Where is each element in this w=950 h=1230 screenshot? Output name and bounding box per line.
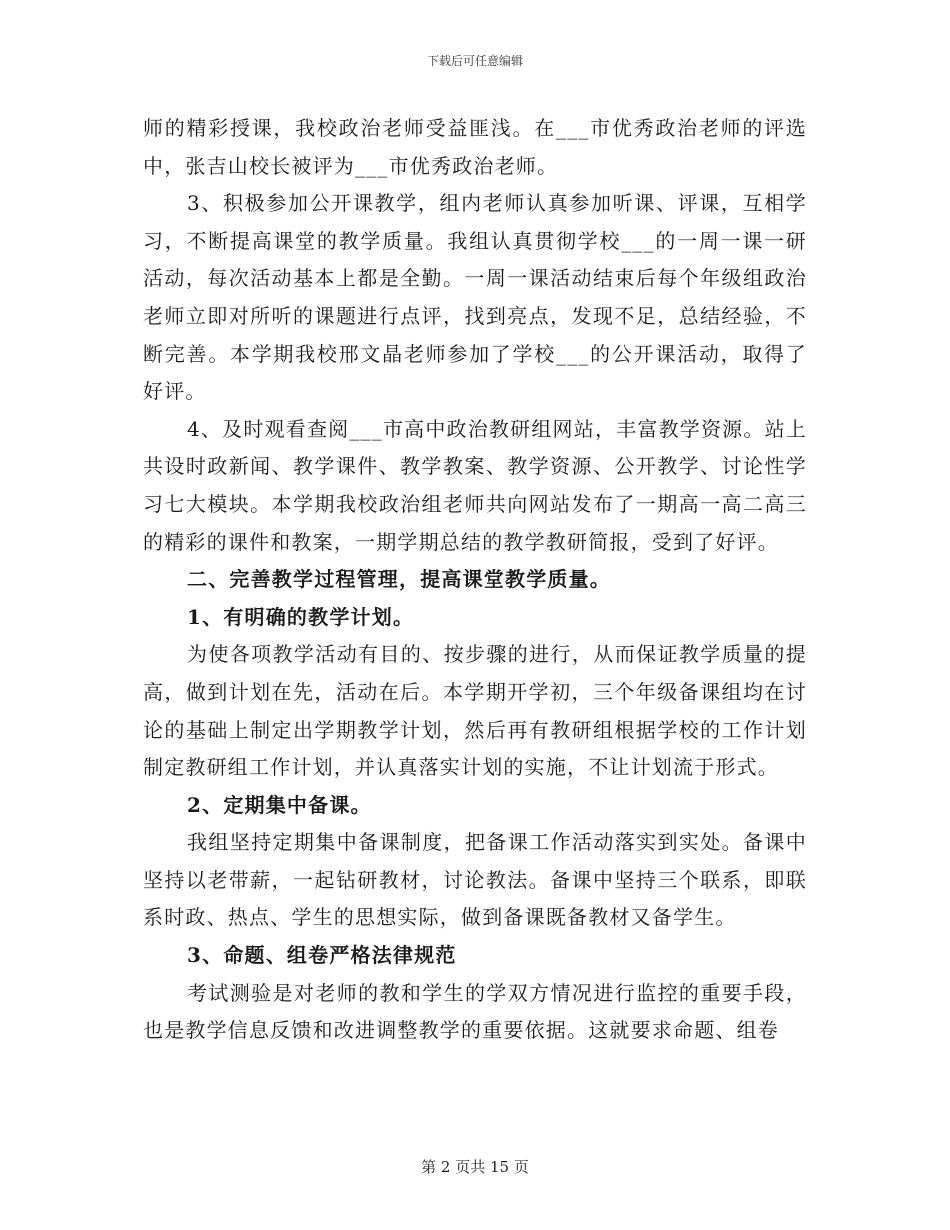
page-footer: 第 2 页共 15 页 [421, 1158, 529, 1176]
page-header: 下载后可任意编辑 [426, 54, 523, 68]
section-heading-2: 二、完善教学过程管理，提高课堂教学质量。 [187, 567, 611, 592]
paragraph-continuation: 师的精彩授课，我校政治老师受益匪浅。在___市优秀政治老师的评选中，张吉山校长被评为___市优秀政治老师。 [143, 116, 807, 178]
subheading-teaching-plan: 1、有明确的教学计划。 [187, 604, 415, 629]
paragraph-website: 4、及时观看查阅___市高中政治教研组网站，丰富教学资源。站上共设时政新闻、教学课件、教学教案、教学资源、公开教学、讨论性学习七大模块。本学期我校政治组老师共向网站发布了一期高一高二高三的精彩的课件和教案，一期学期总结的教学教研简报，受到了好评。 [143, 416, 807, 554]
document-body [143, 110, 807, 1050]
paragraph-exam-standards: 考试测验是对老师的教和学生的学双方情况进行监控的重要手段，也是教学信息反馈和改进调整教学的重要依据。这就要求命题、组卷 [143, 980, 807, 1043]
subheading-lesson-prep: 2、定期集中备课。 [187, 792, 372, 817]
paragraph-teaching-plan: 为使各项教学活动有目的、按步骤的进行，从而保证教学质量的提高，做到计划在先，活动在后。本学期开学初，三个年级备课组均在讨论的基础上制定出学期教学计划，然后再有教研组根据学校的工作计划制定教研组工作计划，并认真落实计划的实施，不让计划流于形式。 [143, 642, 807, 780]
subheading-exam-standards: 3、命题、组卷严格法律规范 [187, 943, 457, 968]
paragraph-open-class: 3、积极参加公开课教学，组内老师认真参加听课、评课，互相学习，不断提高课堂的教学质量。我组认真贯彻学校___的一周一课一研活动，每次活动基本上都是全勤。一周一课活动结束后每个年级组政治老师立即对所听的课题进行点评，找到亮点，发现不足，总结经验，不断完善。本学期我校邢文晶老师参加了学校___的公开课活动，取得了好评。 [143, 191, 807, 404]
paragraph-lesson-prep: 我组坚持定期集中备课制度，把备课工作活动落实到实处。备课中坚持以老带薪，一起钻研教材，讨论教法。备课中坚持三个联系，即联系时政、热点、学生的思想实际，做到备课既备教材又备学生。 [143, 830, 807, 930]
